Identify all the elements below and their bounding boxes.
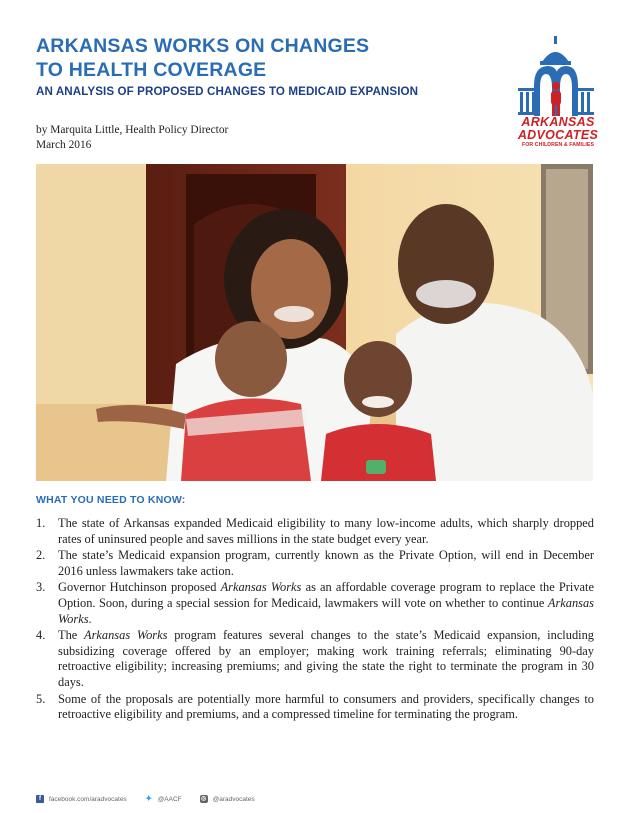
family-photo	[36, 164, 593, 481]
logo-word-advocates: ADVOCATES	[517, 128, 599, 142]
facebook-link[interactable]: facebook.com/aradvocates	[49, 795, 127, 803]
author-line: by Marquita Little, Health Policy Director	[36, 124, 229, 136]
list-number: 1.	[36, 516, 46, 530]
twitter-icon[interactable]: ✦	[145, 794, 153, 803]
list-item-text: program features several changes to the state’s Medicaid expansion, including subsidizing coverage offered by an employer; making work training referrals; eliminating 90-day retroactive eligibility; increasing premiums; and giving the state the right to terminate the program in 30 days.	[58, 628, 594, 689]
list-item-text: Some of the proposals are potentially more harmful to consumers and providers, specifically changes to retroactive eligibility and premiums, and a compressed timeline for terminating the program.	[58, 691, 594, 722]
list-item	[36, 548, 594, 579]
list-number: 5.	[36, 691, 46, 706]
facebook-icon[interactable]: f	[36, 795, 44, 803]
logo-word-arkansas: ARKANSAS	[521, 115, 595, 129]
document-subtitle: AN ANALYSIS OF PROPOSED CHANGES TO MEDICAID EXPANSION	[36, 85, 419, 98]
list-item-text: The	[58, 628, 85, 643]
publication-date: March 2016	[36, 138, 92, 151]
list-item	[36, 692, 594, 723]
list-item	[36, 516, 594, 547]
logo-wordmark	[508, 116, 608, 149]
twitter-link[interactable]: @AACF	[157, 795, 182, 803]
list-number: 2.	[36, 548, 46, 563]
list-item-text: .	[88, 611, 92, 626]
list-item-text: The state of Arkansas expanded Medicaid eligibility to many low-income adults, which sharply dropped rates of uninsured people and saves millions in the state budget every year.	[58, 516, 594, 546]
list-item-text: Governor Hutchinson proposed	[58, 580, 221, 595]
instagram-icon[interactable]: ◎	[201, 796, 207, 802]
section-heading: WHAT YOU NEED TO KNOW:	[36, 494, 186, 506]
social-footer	[36, 795, 255, 803]
program-name: Arkansas Works	[220, 580, 302, 595]
document-title	[36, 34, 476, 82]
title-line-1: ARKANSAS WORKS ON CHANGES	[36, 35, 370, 57]
key-points-list	[36, 516, 594, 724]
logo-tagline: FOR CHILDREN & FAMILIES	[521, 142, 595, 148]
list-item	[36, 580, 594, 627]
byline-block	[36, 123, 228, 152]
program-name: Arkansas Works	[84, 628, 168, 643]
list-item-text: The state’s Medicaid expansion program, currently known as the Private Option, will end in December 2016 unless lawmakers take action.	[58, 548, 594, 578]
list-item	[36, 628, 594, 690]
program-name: Arkansas Works	[58, 595, 594, 626]
list-item-text: as an affordable coverage program to replace the Private Option. Soon, during a special session for Medicaid, lawmakers will vote on whether to continue	[58, 580, 594, 610]
list-number: 4.	[36, 628, 46, 643]
title-line-2: TO HEALTH COVERAGE	[36, 59, 267, 81]
list-number: 3.	[36, 580, 46, 595]
instagram-link[interactable]: @aradvocates	[212, 795, 255, 803]
